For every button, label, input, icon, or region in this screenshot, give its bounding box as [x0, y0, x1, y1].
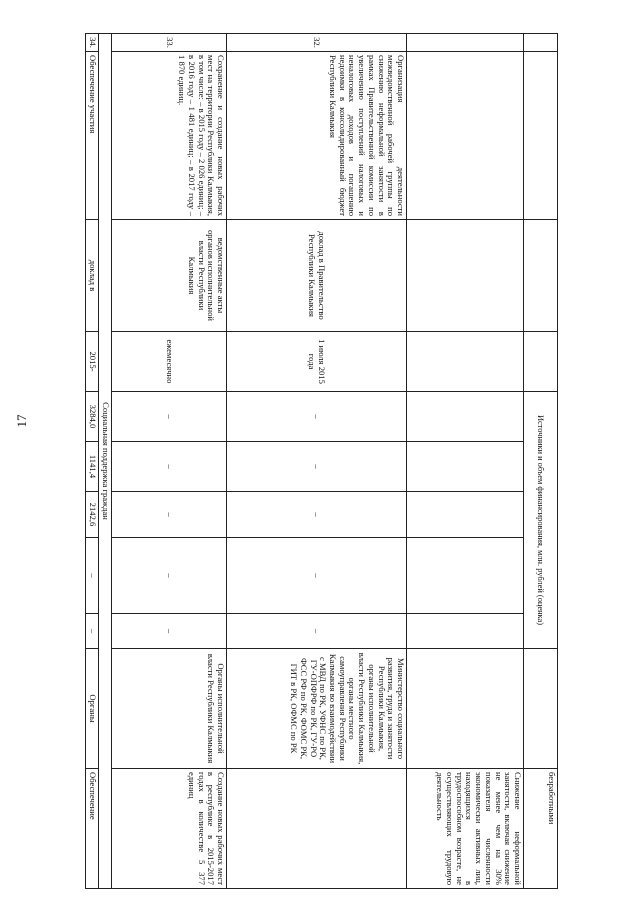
section-row [99, 34, 112, 889]
executor: Органы исполнительной власти Республики Калмыкия [112, 649, 227, 769]
fin-local: – [112, 538, 227, 614]
row-number [407, 34, 524, 52]
measure-text [407, 52, 524, 220]
table-row [407, 34, 524, 889]
fin-republic [407, 492, 524, 538]
table-header-row [524, 34, 558, 889]
fin-total: – [227, 392, 407, 442]
report-form: ведомственные акты органов исполнительной власти Республики Калмыкия [112, 220, 227, 332]
header-cell [524, 34, 558, 52]
header-cell [524, 220, 558, 332]
deadline: 1 июля 2015 года [227, 332, 407, 392]
row-number: 33. [112, 34, 227, 52]
fin-local [407, 538, 524, 614]
measures-table [85, 33, 558, 889]
fin-other [407, 614, 524, 649]
executor: Органы [86, 649, 99, 769]
fin-other: – [86, 614, 99, 649]
header-cell [524, 332, 558, 392]
fin-republic: 2142,6 [86, 492, 99, 538]
deadline: 2015- [86, 332, 99, 392]
fin-republic: – [112, 492, 227, 538]
deadline [407, 332, 524, 392]
table-row [112, 34, 227, 889]
header-cell [524, 52, 558, 220]
table-row [86, 34, 99, 889]
deadline: ежемесячно [112, 332, 227, 392]
fin-other: – [112, 614, 227, 649]
executor [407, 649, 524, 769]
rotated-table-wrapper [88, 33, 558, 888]
fin-total: – [112, 392, 227, 442]
fin-republic: – [227, 492, 407, 538]
measure-text: Сохранение и создание новых рабочих мест на территории Республики Калмыкия, в том числе: – в 2015 году – 2 026 единиц; – в 2016 году – 1 481 единиц; – в 2017 году – 1 870 единиц. [112, 52, 227, 220]
page-number: 17 [14, 414, 29, 428]
header-cell [524, 649, 558, 769]
financing-header: Источники и объем финансирования, млн. рублей (оценка) [524, 392, 558, 649]
fin-federal: – [227, 442, 407, 492]
row-number: 32. [227, 34, 407, 52]
expected-result [227, 769, 407, 889]
measure-text: Организация деятельности межведомственной рабочей группы по снижению неформальной занятости в рамках Правительственной комиссии по увеличению поступлений налоговых и неналоговых доходов и погашению недоимки в консолидированный бюджет Республики Калмыкия [227, 52, 407, 220]
section-title: Социальная поддержка граждан [99, 34, 112, 889]
fin-local: – [86, 538, 99, 614]
fin-local: – [227, 538, 407, 614]
report-form: доклад в Правительство Республики Калмыкия [227, 220, 407, 332]
expected-result: Обеспечение [86, 769, 99, 889]
report-form: доклад в [86, 220, 99, 332]
executor: Министерство социального развития, труда и занятости Республики Калмыкия, органы исполнительной власти Республики Калмыкия, органы местного самоуправления Республики Калмыкия во взаимодействии с МВД по РК, УФНС по РК, ГУ-ОПФРФ по РК, ГУ-РО ФСС РФ по РК, ФОМС РК, ГИТ в РК, ОФМС по РК [227, 649, 407, 769]
fin-other: – [227, 614, 407, 649]
expected-result: Создание новых рабочих мест в республике в 2015-2017 годах в количестве 5 377 единиц [112, 769, 227, 889]
fin-total: 3284,0 [86, 392, 99, 442]
table-row [227, 34, 407, 889]
fin-federal: 1141,4 [86, 442, 99, 492]
measure-text: Обеспечение участия [86, 52, 99, 220]
fin-federal: – [112, 442, 227, 492]
expected-result: Снижение неформальной занятости, включая снижение не менее чем на 30% показателя численности экономически активных лиц, находящихся в трудоспособном возрасте, не осуществляющих трудовую деятельность [407, 769, 524, 889]
fin-federal [407, 442, 524, 492]
fin-total [407, 392, 524, 442]
report-form [407, 220, 524, 332]
header-cell: безработными [524, 769, 558, 889]
row-number: 34. [86, 34, 99, 52]
